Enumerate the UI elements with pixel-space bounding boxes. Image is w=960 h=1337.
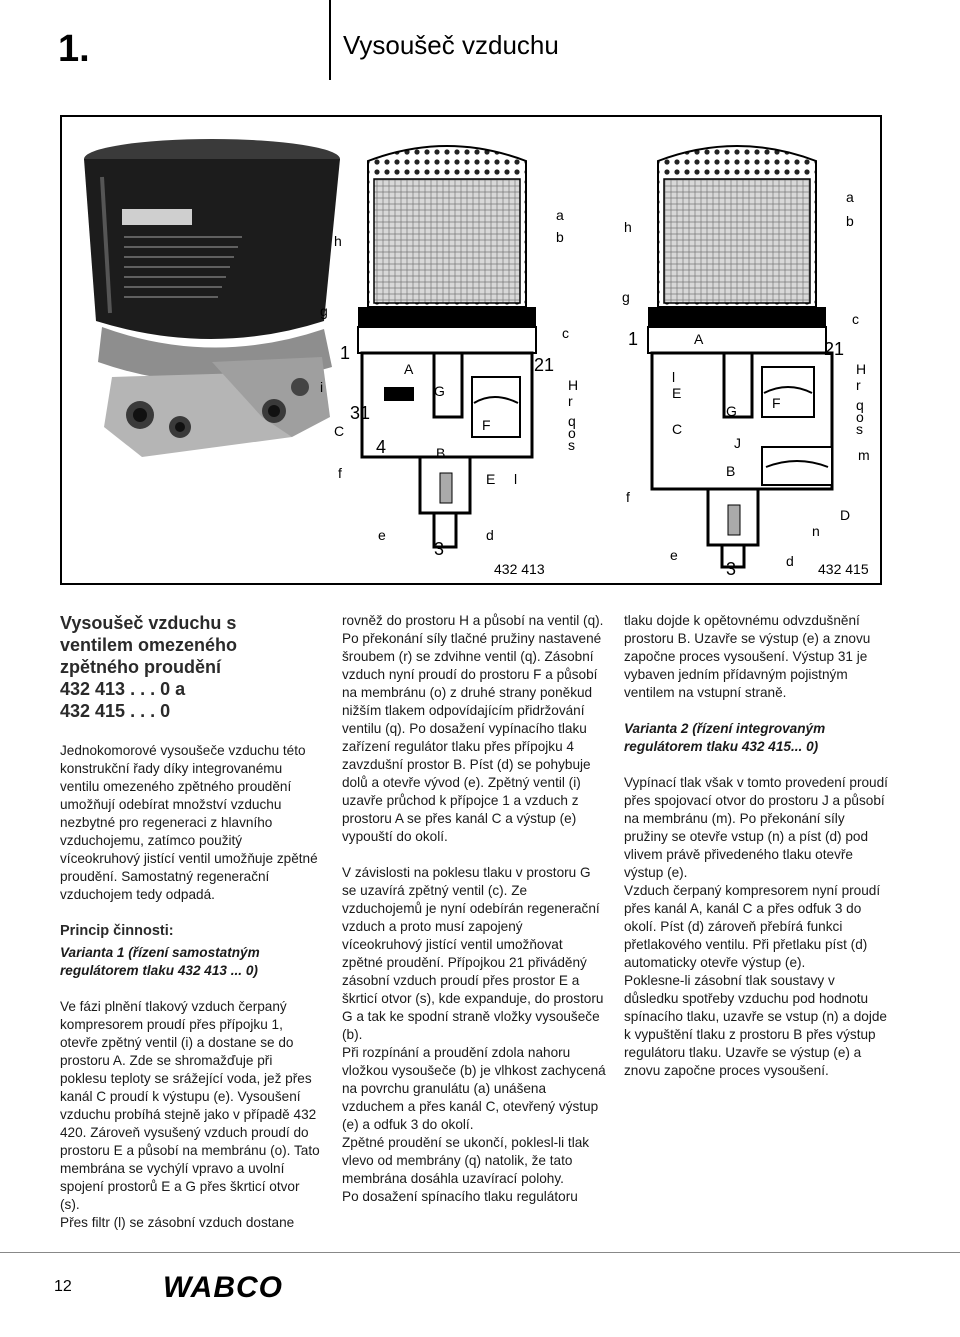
logo-text: WABCO bbox=[163, 1272, 283, 1300]
part-number-432-413: 432 413 bbox=[494, 561, 545, 577]
variant1-heading: Varianta 1 (řízení samostatným regulátorem tlaku 432 413 ... 0) bbox=[60, 945, 260, 978]
heading-line: Vysoušeč vzduchu s bbox=[60, 613, 237, 633]
fig-label: r bbox=[856, 377, 861, 393]
fig-label: J bbox=[734, 435, 741, 451]
fig-label: 3 bbox=[726, 559, 737, 579]
header-divider bbox=[329, 0, 331, 80]
spacer bbox=[342, 846, 606, 864]
fig-label: c bbox=[562, 325, 569, 341]
variant2-heading: Varianta 2 (řízení integrovaným regulátorem tlaku 432 415... 0) bbox=[624, 721, 826, 754]
figure-illustration bbox=[62, 117, 880, 583]
fig-label: f bbox=[338, 465, 342, 481]
fig-label: H bbox=[856, 361, 867, 377]
fig-label: C bbox=[672, 421, 683, 437]
footer-rule bbox=[0, 1252, 960, 1253]
page-title: Vysoušeč vzduchu bbox=[343, 30, 559, 60]
paragraph: Po dosažení spínacího tlaku regulátoru bbox=[342, 1189, 578, 1204]
fig-label: E bbox=[672, 385, 682, 401]
fig-label: l bbox=[514, 471, 518, 487]
fig-label: f bbox=[626, 489, 630, 505]
section-heading bbox=[60, 612, 322, 722]
text-column-1 bbox=[60, 612, 322, 1232]
spacer bbox=[624, 702, 890, 720]
fig-label: 21 bbox=[824, 339, 845, 359]
fig-label: d bbox=[486, 527, 494, 543]
fig-label: G bbox=[726, 403, 737, 419]
intro-paragraph: Jednokomorové vysoušeče vzduchu této konstrukční řady díky integrovanému ventilu omezeného zpětného proudění umožňují odebírat množství vzduchu nezbytné pro regeneraci z hlavního vzduchojemu, zatímco použitý víceokruhový jistící ventil umožňuje zpětné proudění. Samostatný regenerační vzduchojem tedy odpadá. bbox=[60, 743, 318, 902]
fig-label: H bbox=[568, 377, 579, 393]
dryer-photo bbox=[84, 139, 340, 457]
fig-label: 31 bbox=[350, 403, 371, 423]
fig-label: 3 bbox=[434, 539, 445, 559]
text-column-3 bbox=[624, 612, 890, 1080]
fig-label: i bbox=[320, 379, 324, 395]
dryer-logo-plate bbox=[122, 209, 192, 225]
heading-line: ventilem omezeného bbox=[60, 635, 238, 655]
paragraph: Vzduch čerpaný kompresorem nyní proudí přes kanál A, kanál C a přes odfuk 3 do okolí. Píst (d) zároveň přebírá funkci přetlakového ventilu. Při přetlaku píst (d) automaticky otevře výstup (e). bbox=[624, 883, 881, 970]
fig-label: 4 bbox=[376, 437, 387, 457]
fig-label: s bbox=[568, 437, 575, 453]
text-column-2 bbox=[342, 612, 606, 1206]
paragraph: tlaku dojde k opětovnému odvzdušnění prostoru B. Uzavře se výstup (e) a znovu započne proces vysoušení. Výstup 31 je vybaven jedním přídavným pojistným ventilem na vstupní straně. bbox=[624, 613, 871, 700]
fig-label: n bbox=[812, 523, 820, 539]
fig-label: r bbox=[568, 393, 573, 409]
wabco-logo bbox=[163, 1272, 299, 1305]
paragraph: Při rozpínání a proudění zdola nahoru vložkou vysoušeče (b) je vlhkost zachycená na povrchu granulátu (a) unášena vzduchem a přes kanál C, otevřený výstup (e) a odfuk 3 do okolí. bbox=[342, 1045, 606, 1132]
fig-label: F bbox=[772, 395, 781, 411]
fig-label: s bbox=[856, 421, 863, 437]
paragraph: V závislosti na poklesu tlaku v prostoru G se uzavírá zpětný ventil (c). Ze vzduchojemů je nyní odebírán regenerační vzduch a proto musí zapojený víceokruhový jistící ventil umožňovat zpětné proudění. Přípojkou 21 přiváděný zásobní vzduch proudí přes prostor E a škrticí otvor (s), kde expanduje, do prostoru G a tak ke spodní straně vložky vysoušeče (b). bbox=[342, 865, 604, 1042]
fig-label: q bbox=[568, 413, 576, 429]
fig-label: A bbox=[694, 331, 704, 347]
fig-label: d bbox=[786, 553, 794, 569]
fig-label: g bbox=[320, 303, 328, 319]
fig-label: E bbox=[486, 471, 496, 487]
variant1-paragraph-end: Přes filtr (l) se zásobní vzduch dostane bbox=[60, 1215, 295, 1230]
wabco-logo-mark bbox=[163, 1272, 299, 1300]
fig-label: e bbox=[378, 527, 386, 543]
spacer bbox=[624, 756, 890, 774]
chapter-number: 1. bbox=[58, 28, 90, 70]
fig-label: D bbox=[840, 507, 851, 523]
heading-line: 432 415 . . . 0 bbox=[60, 701, 171, 721]
fig-label: h bbox=[334, 233, 342, 249]
fig-label: A bbox=[404, 361, 414, 377]
fig-label: e bbox=[670, 547, 678, 563]
fig-label: g bbox=[622, 289, 630, 305]
paragraph: Poklesne-li zásobní tlak soustavy v důsledku spotřeby vzduchu pod hodnotu spínacího tlaku, uzavře se vstup (n) a dojde k vypuštění tlaku z prostoru B přes výstup regulátoru tlaku. Uzavře se výstup (e) a znovu započne proces vysoušení. bbox=[624, 973, 887, 1078]
fig-label: G bbox=[434, 383, 445, 399]
fig-label: c bbox=[852, 311, 859, 327]
part-number-432-415: 432 415 bbox=[818, 561, 869, 577]
spacer bbox=[60, 980, 322, 998]
fig-label: h bbox=[624, 219, 632, 235]
fig-label: b bbox=[556, 229, 564, 245]
paragraph: Vypínací tlak však v tomto provedení proudí přes spojovací otvor do prostoru J a působí na membránu (m). Po překonání síly pružiny se otevře vstup (n) a píst (d) pod vlivem právě přivedeného tlaku otevře výstup (e). bbox=[624, 775, 888, 880]
page-number: 12 bbox=[54, 1278, 72, 1295]
fig-label: B bbox=[436, 445, 446, 461]
fig-label: o bbox=[568, 425, 576, 441]
cross-section-432-415 bbox=[648, 146, 832, 567]
fig-label: 21 bbox=[534, 355, 555, 375]
heading-line: 432 413 . . . 0 a bbox=[60, 679, 186, 699]
cross-section-432-413 bbox=[358, 146, 536, 547]
spacer bbox=[60, 904, 322, 922]
figure-panel bbox=[60, 115, 882, 585]
fig-label: 1 bbox=[628, 329, 639, 349]
fig-label: q bbox=[856, 397, 864, 413]
fig-label: B bbox=[726, 463, 736, 479]
variant1-paragraph: Ve fázi plnění tlakový vzduch čerpaný kompresorem proudí přes přípojku 1, otevře zpětný ventil (i) a dostane se do prostoru A. Zde se shromažďuje při poklesu teploty se srážející voda, jež přes kanál C proudí k výstupu (e). Vysoušení vzduchu probíhá stejně jako v případě 432 420. Zároveň vysušený vzduch proudí do prostoru E a působí na membránu (o). Tato membrána se vychýlí vpravo a uvolní spojení prostorů E a G přes škrticí otvor (s). bbox=[60, 999, 320, 1212]
fig-label: a bbox=[556, 207, 564, 223]
fig-label: l bbox=[672, 369, 676, 385]
spacer bbox=[60, 722, 322, 742]
fig-label: F bbox=[482, 417, 491, 433]
fig-label: C bbox=[334, 423, 345, 439]
heading-line: zpětného proudění bbox=[60, 657, 221, 677]
fig-label: 1 bbox=[340, 343, 351, 363]
fig-label: m bbox=[858, 447, 870, 463]
paragraph: rovněž do prostoru H a působí na ventil (q). Po překonání síly tlačné pružiny nastavené šroubem (r) se zdvihne ventil (q). Zásobní vzduch nyní proudí do prostoru F a působí na membránu (o) z druhé strany poněkud nižším tlakem odpovídajícím přidržování ventilu (q). Po dosažení vypínacího tlaku zařízení regulátor tlaku přes přípojku 4 zavzdušní prostor B. Píst (d) se pohybuje dolů a otevře vývod (e). Zpětný ventil (i) uzavře průchod k přípojce 1 a vzduch z prostoru A se přes kanál C a výstup (e) vypouští do okolí. bbox=[342, 613, 604, 844]
fig-label: a bbox=[846, 189, 854, 205]
fig-label: o bbox=[856, 409, 864, 425]
fig-label: b bbox=[846, 213, 854, 229]
principle-heading: Princip činnosti: bbox=[60, 923, 174, 939]
paragraph: Zpětné proudění se ukončí, poklesl-li tlak vlevo od membrány (q) natolik, že tato membrána dosáhla uzavírací polohy. bbox=[342, 1135, 590, 1186]
